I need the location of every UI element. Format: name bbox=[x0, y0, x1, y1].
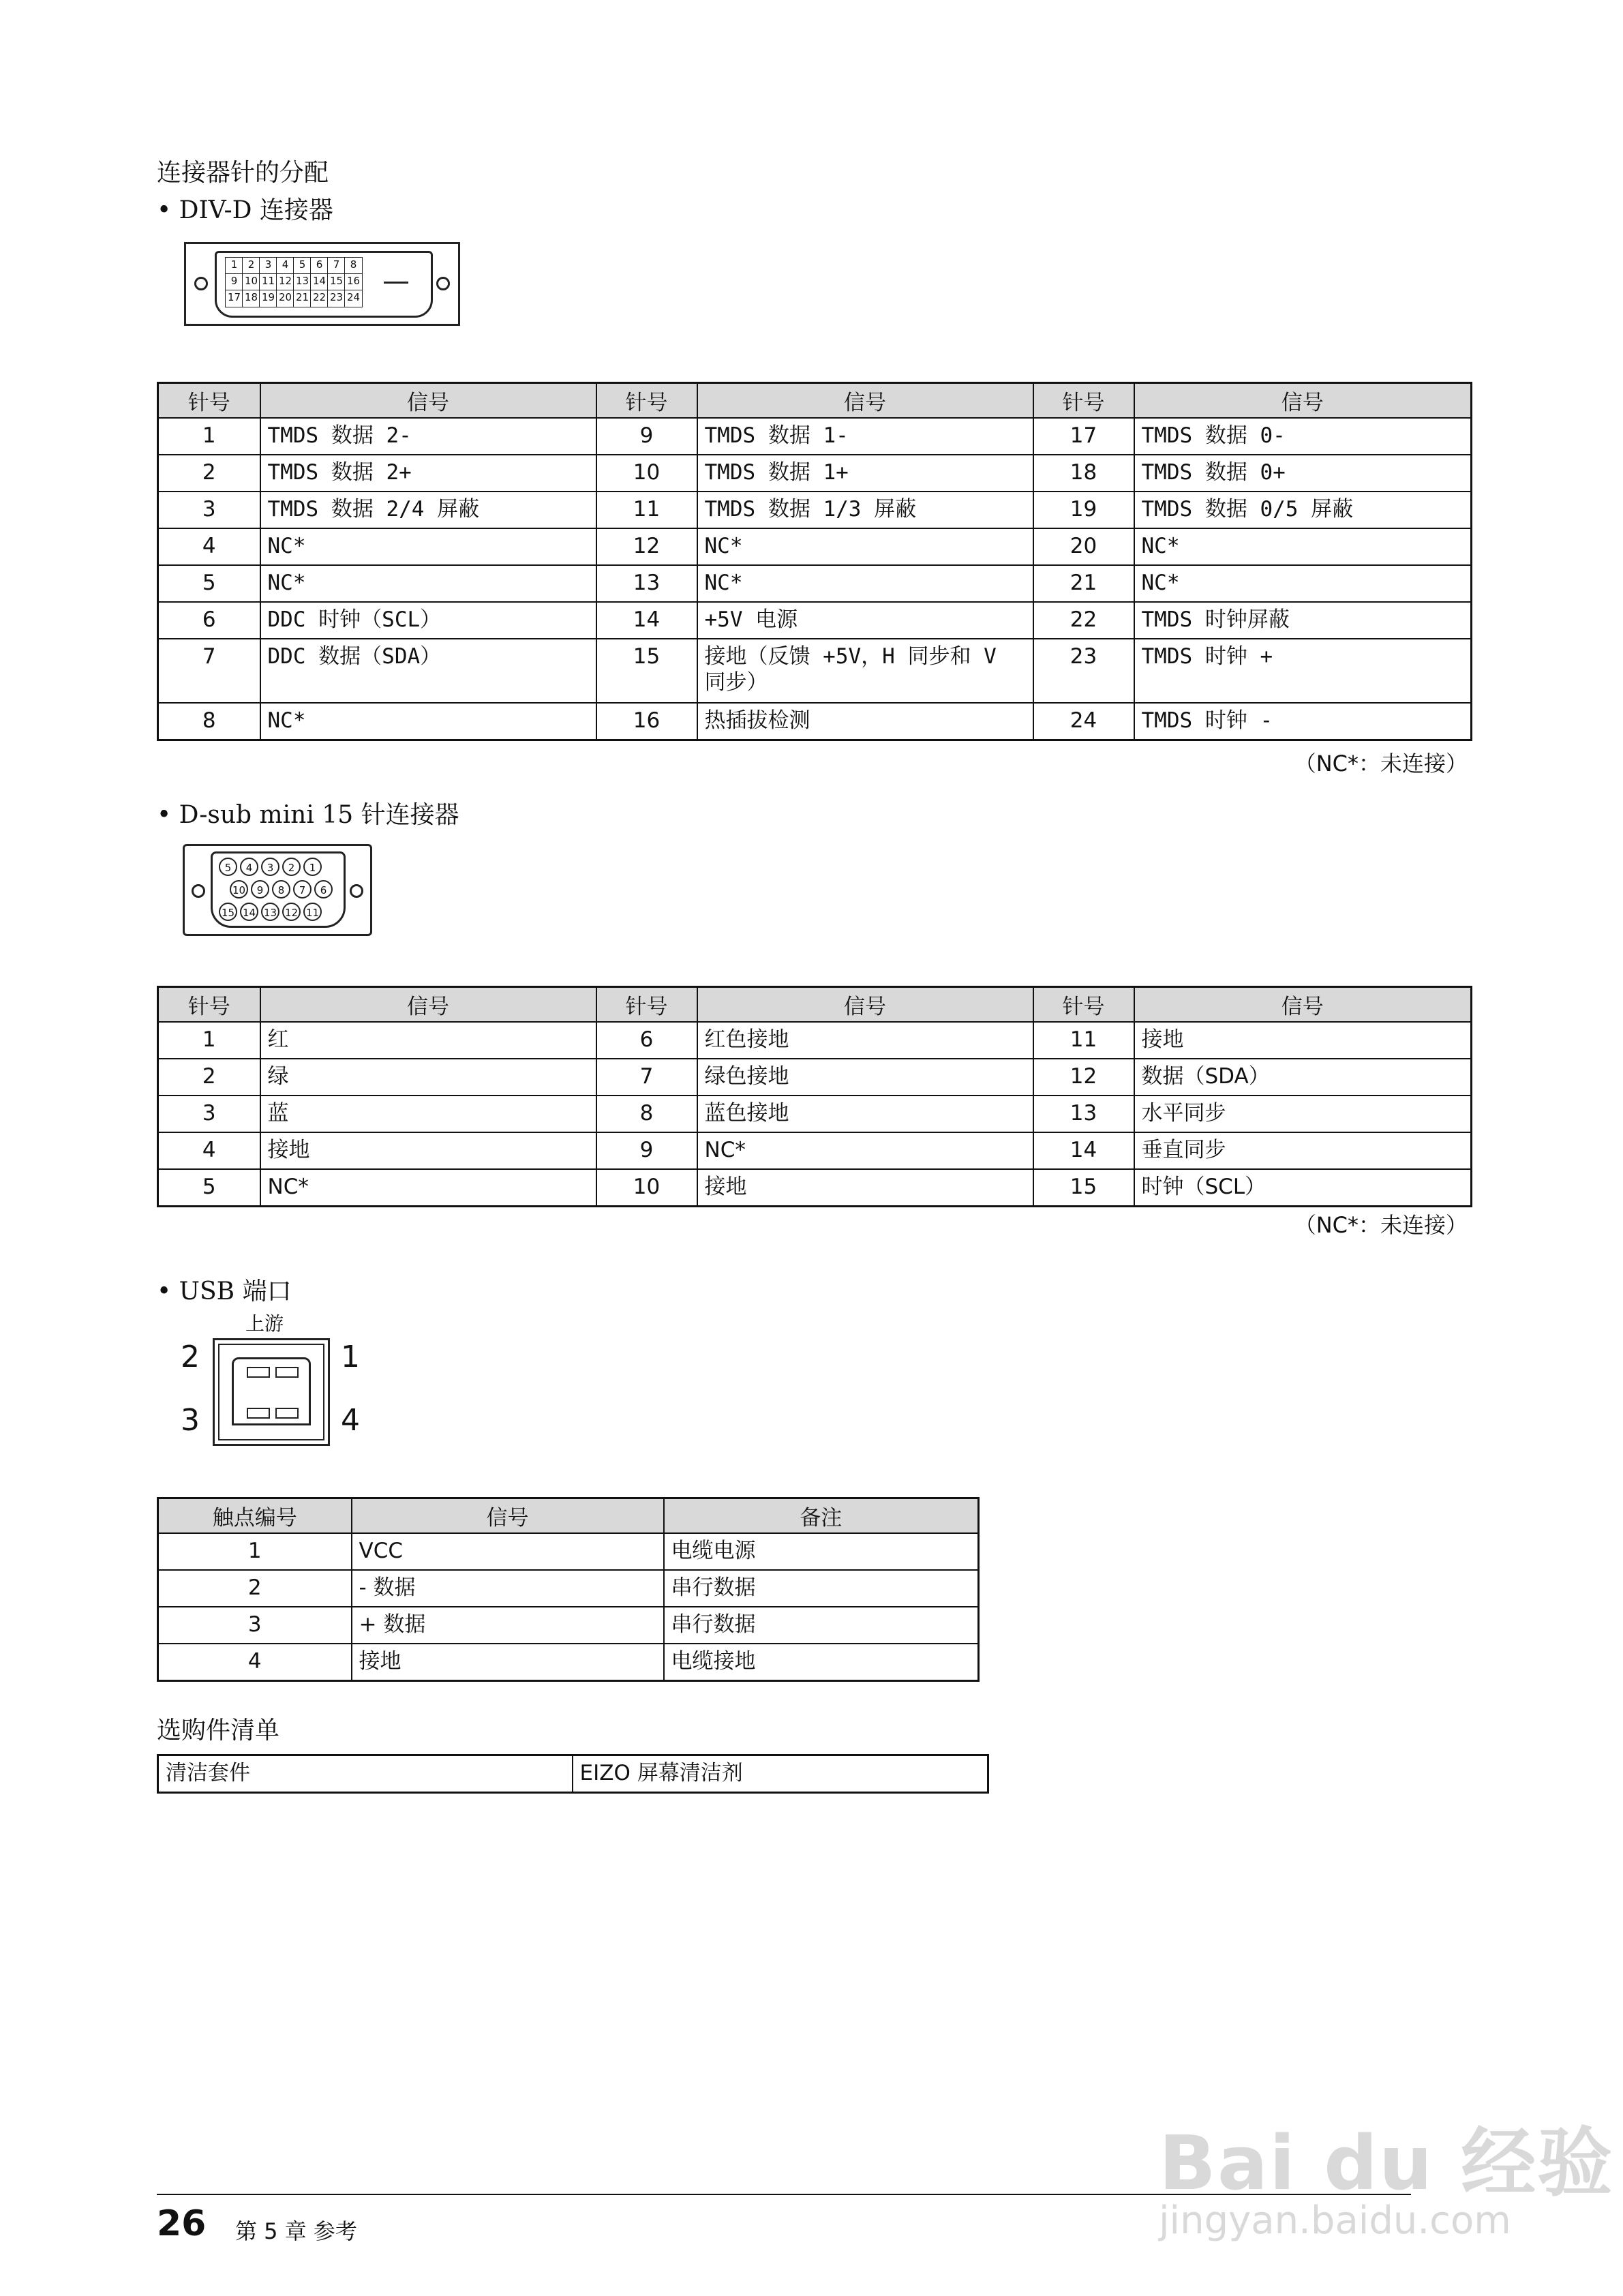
page-number: 26 bbox=[157, 2203, 207, 2244]
table-cell: TMDS 数据 2- bbox=[260, 418, 596, 455]
dsub-subheading: • D-sub mini 15 针连接器 bbox=[157, 801, 459, 829]
dvi-pin: 2 bbox=[242, 257, 260, 275]
usb-contact-1 bbox=[275, 1367, 299, 1378]
table-cell: 8 bbox=[158, 703, 260, 740]
dvi-connector-diagram bbox=[184, 242, 460, 326]
table-cell: TMDS 数据 1+ bbox=[697, 455, 1033, 492]
dvi-pin: 19 bbox=[259, 290, 277, 307]
vga-pin: 8 bbox=[272, 880, 290, 898]
table-cell: 7 bbox=[596, 1059, 697, 1096]
table-cell: NC* bbox=[697, 528, 1033, 565]
table-row bbox=[158, 528, 1472, 565]
dvi-pin: 11 bbox=[259, 273, 277, 291]
dvi-pin: 24 bbox=[344, 290, 363, 307]
table-cell: 4 bbox=[158, 528, 260, 565]
table-row bbox=[158, 602, 1472, 639]
column-header: 信号 bbox=[697, 987, 1033, 1023]
table-row bbox=[158, 1607, 979, 1644]
vga-pin-row-3 bbox=[219, 903, 322, 921]
table-cell: 4 bbox=[158, 1132, 260, 1169]
table-row bbox=[158, 1096, 1472, 1132]
table-cell: DDC 时钟（SCL） bbox=[260, 602, 596, 639]
table-cell: TMDS 数据 0/5 屏蔽 bbox=[1134, 492, 1472, 528]
vga-pin-row-2 bbox=[230, 880, 333, 898]
table-cell: 22 bbox=[1033, 602, 1134, 639]
table-cell: EIZO 屏幕清洁剂 bbox=[573, 1755, 988, 1793]
table-cell: 热插拔检测 bbox=[697, 703, 1033, 740]
table-row bbox=[158, 1059, 1472, 1096]
table-cell: 电缆接地 bbox=[664, 1644, 979, 1681]
dvi-pin: 23 bbox=[327, 290, 346, 307]
usb-contact-2 bbox=[247, 1367, 270, 1378]
table-cell: 24 bbox=[1033, 703, 1134, 740]
vga-pin-row-1 bbox=[219, 858, 322, 876]
column-header: 信号 bbox=[1134, 987, 1472, 1023]
vga-pin: 7 bbox=[293, 880, 312, 898]
vga-pin: 3 bbox=[261, 858, 279, 876]
table-cell: DDC 数据（SDA） bbox=[260, 639, 596, 703]
vga-pin: 9 bbox=[251, 880, 269, 898]
table-cell: NC* bbox=[260, 1169, 596, 1207]
table-cell: 19 bbox=[1033, 492, 1134, 528]
table-row bbox=[158, 1570, 979, 1607]
dvi-pin: 20 bbox=[276, 290, 294, 307]
table-row bbox=[158, 492, 1472, 528]
watermark-url: jingyan.baidu.com bbox=[1159, 2199, 1511, 2243]
table-row bbox=[158, 455, 1472, 492]
table-cell: VCC bbox=[352, 1533, 664, 1570]
column-header: 针号 bbox=[596, 987, 697, 1023]
table-cell: 6 bbox=[596, 1022, 697, 1059]
table-cell: 绿 bbox=[260, 1059, 596, 1096]
vga-pin: 1 bbox=[303, 858, 322, 876]
table-cell: TMDS 数据 2/4 屏蔽 bbox=[260, 492, 596, 528]
chapter-label: 第 5 章 参考 bbox=[235, 2218, 357, 2244]
table-cell: 3 bbox=[158, 1607, 352, 1644]
table-cell: NC* bbox=[260, 528, 596, 565]
usb-subheading: • USB 端口 bbox=[157, 1278, 292, 1305]
table-cell: + 数据 bbox=[352, 1607, 664, 1644]
vga-pin: 4 bbox=[240, 858, 258, 876]
table-cell: 电缆电源 bbox=[664, 1533, 979, 1570]
dvi-pin: 7 bbox=[327, 257, 346, 275]
vga-pin: 2 bbox=[282, 858, 301, 876]
column-header: 针号 bbox=[158, 383, 260, 419]
table-cell: - 数据 bbox=[352, 1570, 664, 1607]
table-cell: 蓝色接地 bbox=[697, 1096, 1033, 1132]
dvi-subheading: • DIV-D 连接器 bbox=[157, 196, 333, 224]
column-header: 信号 bbox=[1134, 383, 1472, 419]
table-cell: 接地 bbox=[352, 1644, 664, 1681]
table-cell: 9 bbox=[596, 418, 697, 455]
column-header: 针号 bbox=[1033, 383, 1134, 419]
table-row bbox=[158, 565, 1472, 602]
usb-pin-label-1: 1 bbox=[341, 1340, 360, 1374]
table-cell: 17 bbox=[1033, 418, 1134, 455]
table-cell: 2 bbox=[158, 1059, 260, 1096]
table-row bbox=[158, 703, 1472, 740]
table-cell: 14 bbox=[596, 602, 697, 639]
table-cell: NC* bbox=[260, 565, 596, 602]
mount-hole-left bbox=[192, 884, 205, 898]
table-cell: 4 bbox=[158, 1644, 352, 1681]
column-header: 针号 bbox=[1033, 987, 1134, 1023]
table-cell: 1 bbox=[158, 1022, 260, 1059]
mount-hole-left bbox=[194, 277, 208, 290]
options-table bbox=[157, 1754, 989, 1794]
usb-plug-body bbox=[232, 1357, 311, 1425]
dvi-pin: 10 bbox=[242, 273, 260, 291]
table-cell: TMDS 数据 1- bbox=[697, 418, 1033, 455]
vga-connector-diagram bbox=[183, 844, 372, 936]
table-cell: NC* bbox=[1134, 528, 1472, 565]
table-cell: 8 bbox=[596, 1096, 697, 1132]
usb-pin-label-3: 3 bbox=[181, 1403, 200, 1438]
table-cell: 红 bbox=[260, 1022, 596, 1059]
table-cell: 6 bbox=[158, 602, 260, 639]
table-row bbox=[158, 1644, 979, 1681]
table-cell: 蓝 bbox=[260, 1096, 596, 1132]
table-cell: 11 bbox=[1033, 1022, 1134, 1059]
table-cell: 20 bbox=[1033, 528, 1134, 565]
table-cell: 9 bbox=[596, 1132, 697, 1169]
options-heading: 选购件清单 bbox=[157, 1717, 280, 1744]
dvi-pin-grid bbox=[226, 258, 362, 307]
vga-pin: 6 bbox=[314, 880, 333, 898]
table-row bbox=[158, 639, 1472, 703]
dvi-pin: 3 bbox=[259, 257, 277, 275]
table-cell: 5 bbox=[158, 1169, 260, 1207]
dsub-pin-table bbox=[157, 986, 1472, 1207]
mount-hole-right bbox=[436, 277, 450, 290]
table-cell: TMDS 时钟 + bbox=[1134, 639, 1472, 703]
table-cell: 串行数据 bbox=[664, 1607, 979, 1644]
table-cell: 13 bbox=[596, 565, 697, 602]
usb-pin-label-2: 2 bbox=[181, 1340, 200, 1374]
table-cell: 7 bbox=[158, 639, 260, 703]
table-cell: 接地 bbox=[1134, 1022, 1472, 1059]
table-row bbox=[158, 418, 1472, 455]
table-cell: 1 bbox=[158, 1533, 352, 1570]
table-cell: 接地 bbox=[697, 1169, 1033, 1207]
dvi-nc-note: （NC*：未连接） bbox=[1294, 751, 1468, 776]
usb-pin-table bbox=[157, 1497, 980, 1682]
table-cell: 红色接地 bbox=[697, 1022, 1033, 1059]
mount-hole-right bbox=[350, 884, 363, 898]
table-cell: NC* bbox=[697, 565, 1033, 602]
table-cell: 5 bbox=[158, 565, 260, 602]
dvi-pin: 17 bbox=[225, 290, 243, 307]
table-cell: TMDS 时钟屏蔽 bbox=[1134, 602, 1472, 639]
usb-upstream-label: 上游 bbox=[245, 1312, 284, 1335]
table-cell: 3 bbox=[158, 1096, 260, 1132]
table-cell: 数据（SDA） bbox=[1134, 1059, 1472, 1096]
dvi-blade bbox=[384, 282, 408, 284]
dvi-pin-table bbox=[157, 382, 1472, 741]
table-row bbox=[158, 1022, 1472, 1059]
table-cell: 绿色接地 bbox=[697, 1059, 1033, 1096]
table-cell: 2 bbox=[158, 1570, 352, 1607]
table-row bbox=[158, 1533, 979, 1570]
usb-pin-label-4: 4 bbox=[341, 1403, 360, 1438]
dvi-pin: 9 bbox=[225, 273, 243, 291]
table-cell: 18 bbox=[1033, 455, 1134, 492]
vga-pin: 10 bbox=[230, 880, 248, 898]
column-header: 信号 bbox=[697, 383, 1033, 419]
table-cell: 水平同步 bbox=[1134, 1096, 1472, 1132]
table-cell: 14 bbox=[1033, 1132, 1134, 1169]
dvi-pin: 5 bbox=[293, 257, 312, 275]
vga-pin: 12 bbox=[282, 903, 301, 921]
dvi-pin: 18 bbox=[242, 290, 260, 307]
usb-contact-3 bbox=[247, 1408, 270, 1419]
vga-pin: 14 bbox=[240, 903, 258, 921]
table-row bbox=[158, 1755, 988, 1793]
table-cell: 串行数据 bbox=[664, 1570, 979, 1607]
table-cell: 21 bbox=[1033, 565, 1134, 602]
table-row bbox=[158, 1169, 1472, 1207]
dvi-pin: 6 bbox=[310, 257, 329, 275]
table-cell: 15 bbox=[1033, 1169, 1134, 1207]
watermark-logo: Bai du 经验 bbox=[1159, 2119, 1614, 2207]
dvi-pin: 22 bbox=[310, 290, 329, 307]
table-cell: 时钟（SCL） bbox=[1134, 1169, 1472, 1207]
vga-pin: 13 bbox=[261, 903, 279, 921]
table-cell: 接地（反馈 +5V，H 同步和 V 同步） bbox=[697, 639, 1033, 703]
column-header: 信号 bbox=[352, 1498, 664, 1534]
table-cell: 12 bbox=[1033, 1059, 1134, 1096]
table-cell: TMDS 时钟 - bbox=[1134, 703, 1472, 740]
usb-port-diagram bbox=[170, 1305, 368, 1449]
vga-pin: 11 bbox=[303, 903, 322, 921]
table-cell: 清洁套件 bbox=[158, 1755, 573, 1793]
dsub-nc-note: （NC*：未连接） bbox=[1294, 1212, 1468, 1238]
table-cell: 10 bbox=[596, 455, 697, 492]
column-header: 针号 bbox=[596, 383, 697, 419]
table-cell: 13 bbox=[1033, 1096, 1134, 1132]
table-cell: 接地 bbox=[260, 1132, 596, 1169]
table-cell: TMDS 数据 1/3 屏蔽 bbox=[697, 492, 1033, 528]
table-cell: 垂直同步 bbox=[1134, 1132, 1472, 1169]
dvi-pin: 13 bbox=[293, 273, 312, 291]
column-header: 备注 bbox=[664, 1498, 979, 1534]
table-cell: 23 bbox=[1033, 639, 1134, 703]
table-cell: 3 bbox=[158, 492, 260, 528]
column-header: 信号 bbox=[260, 383, 596, 419]
table-cell: NC* bbox=[260, 703, 596, 740]
table-cell: NC* bbox=[697, 1132, 1033, 1169]
table-cell: 10 bbox=[596, 1169, 697, 1207]
table-cell: +5V 电源 bbox=[697, 602, 1033, 639]
vga-pin: 5 bbox=[219, 858, 237, 876]
column-header: 信号 bbox=[260, 987, 596, 1023]
table-row bbox=[158, 1132, 1472, 1169]
table-cell: NC* bbox=[1134, 565, 1472, 602]
table-cell: TMDS 数据 0- bbox=[1134, 418, 1472, 455]
table-cell: 16 bbox=[596, 703, 697, 740]
dvi-pin: 14 bbox=[310, 273, 329, 291]
section-title: 连接器针的分配 bbox=[157, 159, 329, 187]
table-cell: 1 bbox=[158, 418, 260, 455]
table-cell: 15 bbox=[596, 639, 697, 703]
column-header: 针号 bbox=[158, 987, 260, 1023]
column-header: 触点编号 bbox=[158, 1498, 352, 1534]
dvi-pin: 15 bbox=[327, 273, 346, 291]
dvi-pin: 12 bbox=[276, 273, 294, 291]
dvi-pin: 1 bbox=[225, 257, 243, 275]
table-cell: 2 bbox=[158, 455, 260, 492]
dvi-pin: 4 bbox=[276, 257, 294, 275]
table-cell: TMDS 数据 0+ bbox=[1134, 455, 1472, 492]
table-cell: 11 bbox=[596, 492, 697, 528]
dvi-pin: 16 bbox=[344, 273, 363, 291]
vga-pin: 15 bbox=[219, 903, 237, 921]
usb-contact-4 bbox=[275, 1408, 299, 1419]
dvi-pin: 21 bbox=[293, 290, 312, 307]
table-cell: TMDS 数据 2+ bbox=[260, 455, 596, 492]
dvi-pin: 8 bbox=[344, 257, 363, 275]
table-cell: 12 bbox=[596, 528, 697, 565]
